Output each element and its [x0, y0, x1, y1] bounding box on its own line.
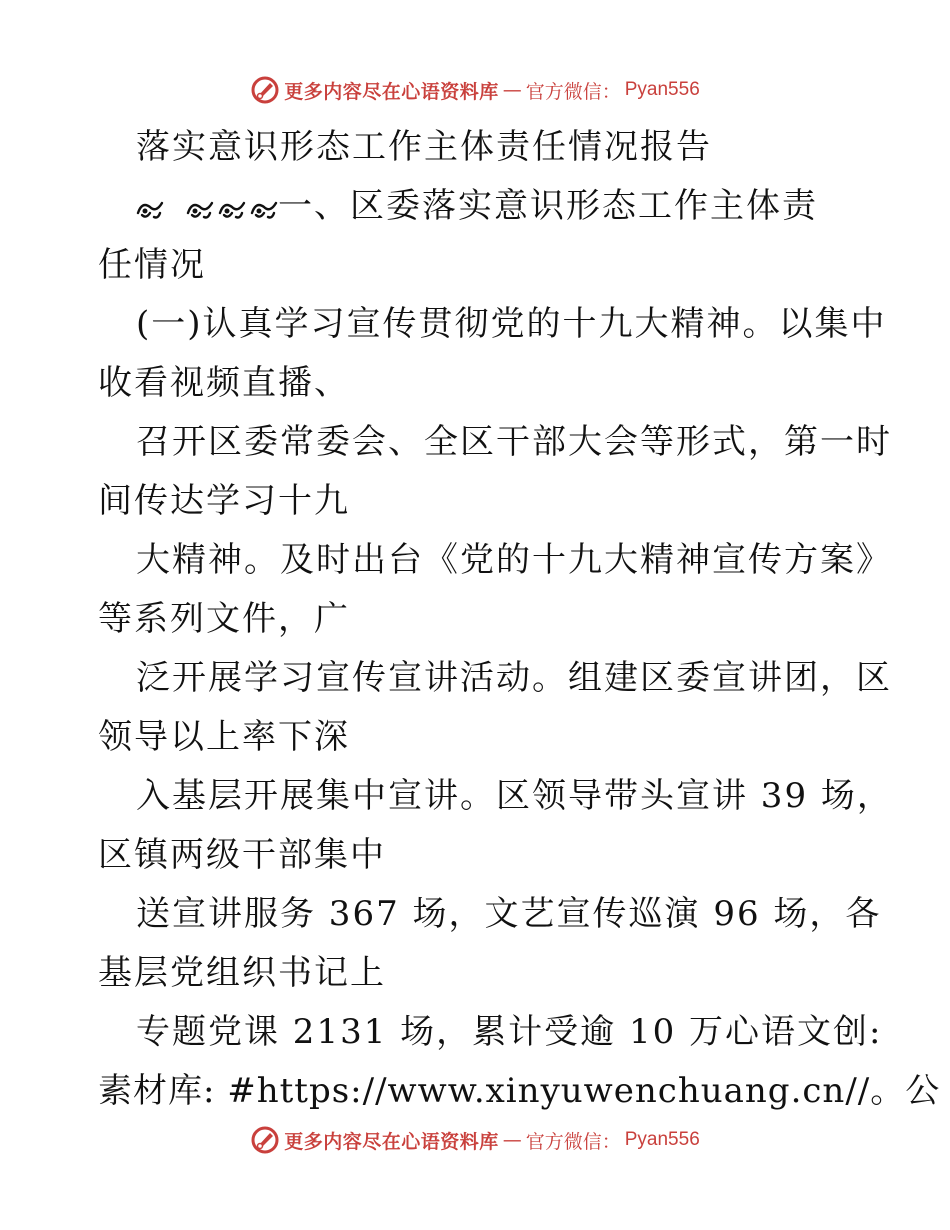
- paragraph-line: 泛开展学习宣传宣讲活动。组建区委宣讲团，区: [136, 658, 892, 698]
- paragraph-line: (一)认真学习宣传贯彻党的十九大精神。以集中: [136, 304, 887, 344]
- header-watermark-banner: [0, 70, 950, 110]
- brush-logo-icon: [250, 75, 280, 105]
- ornament-icon: [186, 199, 214, 221]
- paragraph-line: 收看视频直播、: [98, 363, 350, 403]
- section-heading-continued: 任情况: [98, 245, 206, 285]
- section-heading-text: 一、区委落实意识形态工作主体责: [278, 186, 818, 226]
- brush-logo-icon: [250, 1125, 280, 1155]
- banner-wechat-handle: Pyan556: [624, 1129, 700, 1150]
- banner-wechat-handle: Pyan556: [624, 79, 700, 100]
- ornament-icon: [136, 199, 164, 221]
- paragraph-line: 等系列文件，广: [98, 599, 350, 639]
- banner-brand-text: 更多内容尽在心语资料库: [284, 80, 499, 103]
- ornament-icon: [250, 199, 278, 221]
- paragraph-line: 区镇两级干部集中: [98, 835, 386, 875]
- paragraph-line: 大精神。及时出台《党的十九大精神宣传方案》: [136, 540, 892, 580]
- banner-separator: —: [502, 1129, 522, 1151]
- paragraph-line-link: 素材库: #https://www.xinyuwenchuang.cn//。公: [98, 1071, 941, 1111]
- paragraph-line: 送宣讲服务 367 场，文艺宣传巡演 96 场，各: [136, 894, 882, 934]
- paragraph-line: 基层党组织书记上: [98, 953, 386, 993]
- paragraph-line: 入基层开展集中宣讲。区领导带头宣讲 39 场，: [136, 776, 893, 816]
- banner-wechat-label: 官方微信：: [525, 80, 621, 103]
- document-title: 落实意识形态工作主体责任情况报告: [136, 127, 712, 167]
- document-body: [98, 118, 941, 1121]
- banner-brand-text: 更多内容尽在心语资料库: [284, 1130, 499, 1153]
- paragraph-line: 召开区委常委会、全区干部大会等形式，第一时: [136, 422, 892, 462]
- paragraph-line: 专题党课 2131 场，累计受逾 10 万心语文创:: [136, 1012, 883, 1052]
- section-heading: [98, 177, 858, 236]
- ornament-group: [136, 179, 278, 238]
- paragraph-line: 领导以上率下深: [98, 717, 350, 757]
- paragraph-line: 间传达学习十九: [98, 481, 350, 521]
- ornament-icon: [218, 199, 246, 221]
- banner-wechat-label: 官方微信：: [525, 1130, 621, 1153]
- footer-watermark-banner: [0, 1120, 950, 1160]
- banner-separator: —: [502, 79, 522, 101]
